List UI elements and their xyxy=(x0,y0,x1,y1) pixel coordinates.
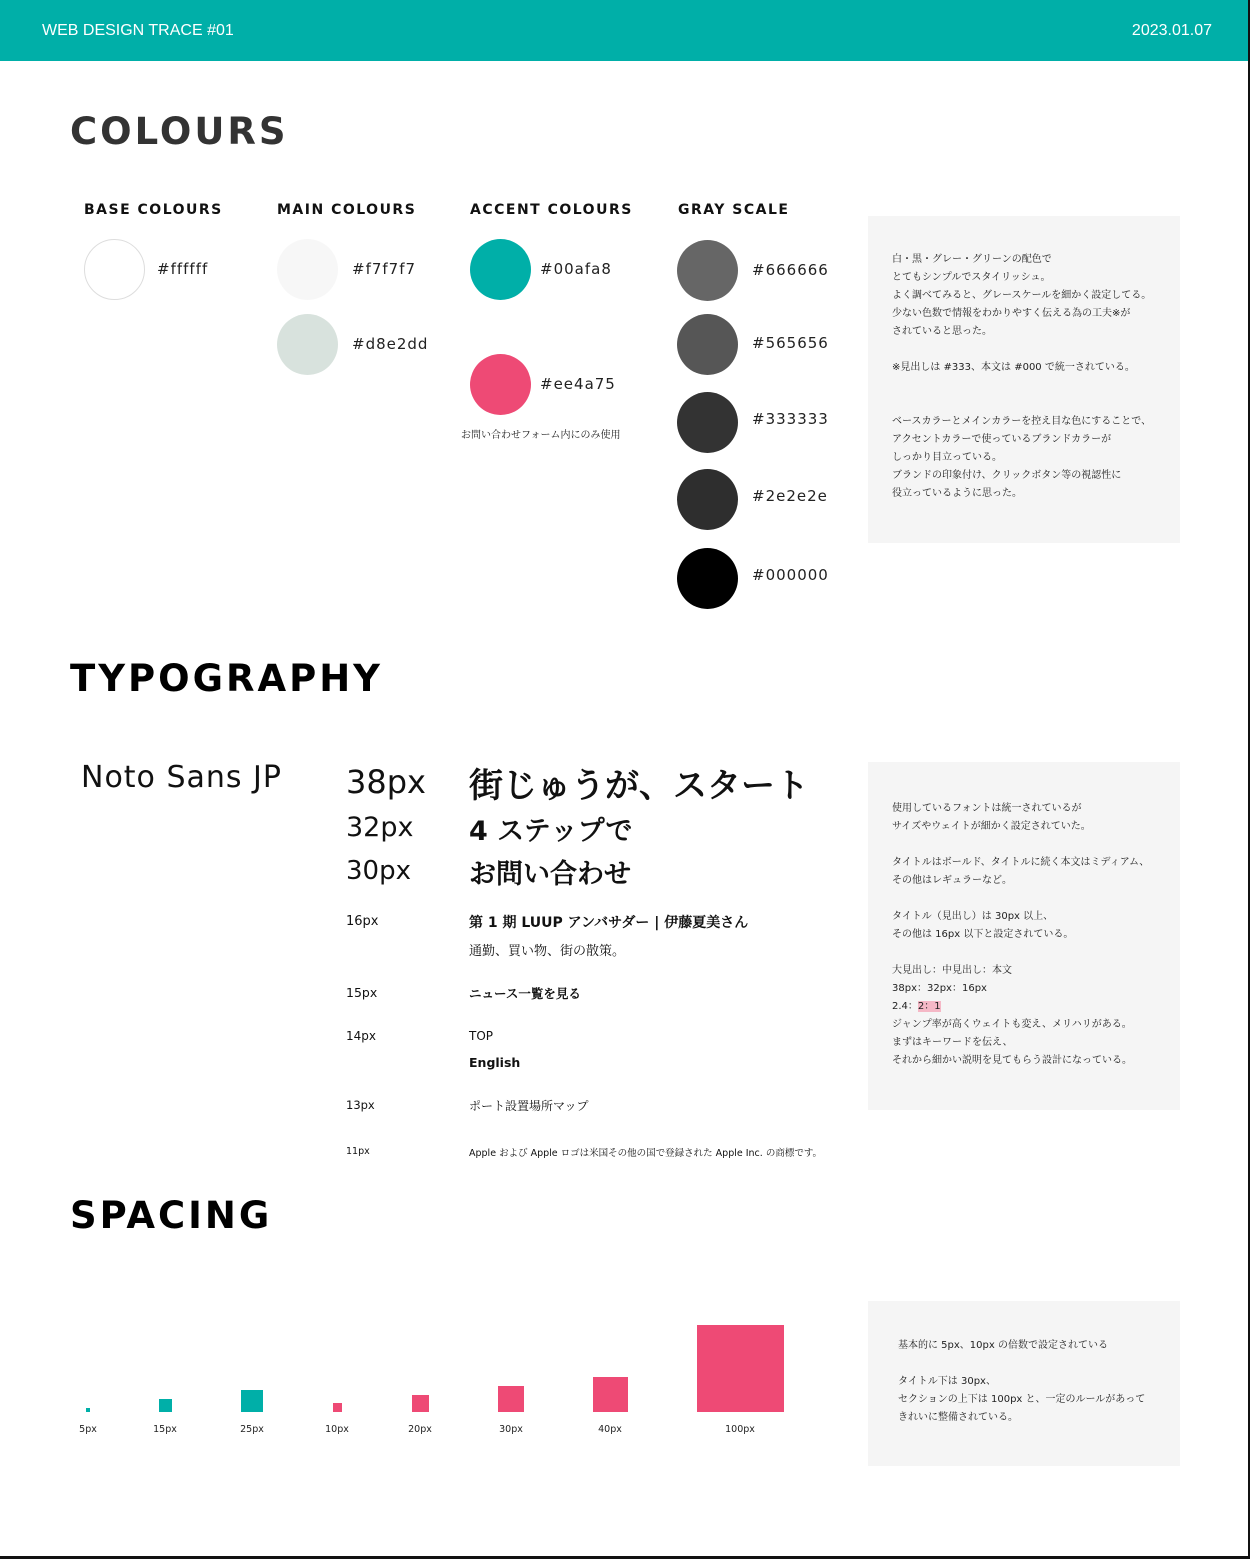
swatch-label: #2e2e2e xyxy=(752,487,828,505)
note-line: 使用しているフォントは統一されているが xyxy=(892,803,1082,814)
note-line: ブランドの印象付け、クリックボタン等の視認性に xyxy=(892,470,1122,481)
spacing-square-5px xyxy=(86,1408,90,1412)
spacing-label: 30px xyxy=(499,1424,523,1435)
note-line: アクセントカラーで使っているブランドカラーが xyxy=(892,434,1112,445)
note-line: 役立っているように思った。 xyxy=(892,488,1022,499)
note-line: タイトルはボールド、タイトルに続く本文はミディアム、 xyxy=(892,857,1150,868)
note-line: それから細かい説明を見てもらう設計になっている。 xyxy=(892,1055,1132,1066)
note-line: ジャンプ率が高くウェイトも変え、メリハリがある。 xyxy=(892,1019,1132,1030)
note-line: タイトル（見出し）は 30px 以上、 xyxy=(892,911,1054,922)
spacing-square-100px xyxy=(697,1325,784,1412)
swatch-main-f7f7f7 xyxy=(277,239,338,300)
note-line: セクションの上下は 100px と、一定のルールがあって xyxy=(898,1394,1146,1405)
swatch-label: #00afa8 xyxy=(540,260,612,278)
type-sample-16: 第 1 期 LUUP アンバサダー | 伊藤夏美さん xyxy=(469,915,749,931)
swatch-main-d8e2dd xyxy=(277,314,338,375)
type-size-label: 14px xyxy=(346,1029,376,1043)
spacing-square-40px xyxy=(593,1377,628,1412)
type-sample-11: Apple および Apple ロゴは米国その他の国で登録された Apple Inc. の商標です。 xyxy=(469,1148,823,1159)
gray-scale-title: GRAY SCALE xyxy=(678,202,790,218)
spacing-label: 10px xyxy=(325,1424,349,1435)
type-size-label: 32px xyxy=(346,812,414,843)
swatch-gray-666666 xyxy=(677,240,738,301)
type-sample-15: ニュース一覧を見る xyxy=(469,986,581,1001)
spacing-label: 40px xyxy=(598,1424,622,1435)
spacing-square-15px xyxy=(159,1399,172,1412)
spacing-label: 25px xyxy=(240,1424,264,1435)
spacing-square-25px xyxy=(241,1390,263,1412)
note-line: 少ない色数で情報をわかりやすく伝える為の工夫※が xyxy=(892,308,1131,319)
type-sample-32: 4 ステップで xyxy=(469,816,633,847)
header-bar xyxy=(0,0,1250,61)
header-date: 2023.01.07 xyxy=(1131,22,1212,39)
note-line: 38px：32px：16px xyxy=(892,983,987,994)
spacing-label: 20px xyxy=(408,1424,432,1435)
type-sample-30: お問い合わせ xyxy=(469,859,631,890)
spacing-square-20px xyxy=(412,1395,429,1412)
note-line: しっかり目立っている。 xyxy=(892,452,1002,463)
note-line: ※見出しは #333、本文は #000 で統一されている。 xyxy=(892,362,1135,373)
note-line: ベースカラーとメインカラーを控え目な色にすることで、 xyxy=(892,416,1152,427)
swatch-gray-565656 xyxy=(677,314,738,375)
swatch-gray-000000 xyxy=(677,548,738,609)
swatch-label: #f7f7f7 xyxy=(352,260,417,278)
typography-heading: TYPOGRAPHY xyxy=(70,657,383,700)
note-line: まずはキーワードを伝え、 xyxy=(892,1037,1013,1048)
swatch-base-ffffff xyxy=(84,239,145,300)
swatch-label: #ee4a75 xyxy=(540,375,616,393)
note-line: よく調べてみると、グレースケールを細かく設定してる。 xyxy=(892,290,1152,301)
header-title: WEB DESIGN TRACE #01 xyxy=(42,22,234,39)
note-line: 大見出し：中見出し：本文 xyxy=(892,965,1012,976)
note-line: その他は 16px 以下と設定されている。 xyxy=(892,929,1074,940)
swatch-label: #333333 xyxy=(752,410,829,428)
swatch-label: #ffffff xyxy=(157,260,209,278)
note-line: とてもシンプルでスタイリッシュ。 xyxy=(892,272,1051,283)
swatch-gray-333333 xyxy=(677,392,738,453)
spacing-square-30px xyxy=(498,1386,524,1412)
note-line: 基本的に 5px、10px の倍数で設定されている xyxy=(898,1340,1108,1351)
type-sample-14-bold: English xyxy=(469,1055,521,1070)
swatch-accent-00afa8 xyxy=(470,239,531,300)
note-line: サイズやウェイトが細かく設定されていた。 xyxy=(892,821,1091,832)
ratio-text: 2.4： xyxy=(892,1001,918,1012)
accent-colours-title: ACCENT COLOURS xyxy=(470,202,633,218)
note-line: 白・黒・グレー・グリーンの配色で xyxy=(892,254,1052,265)
note-line-ratio xyxy=(892,998,1180,1016)
spacing-label: 100px xyxy=(725,1424,755,1435)
type-sample-16-body: 通勤、買い物、街の散策。 xyxy=(469,944,626,959)
type-size-label: 11px xyxy=(346,1146,370,1157)
note-line: タイトル下は 30px、 xyxy=(898,1376,996,1387)
note-line: されていると思った。 xyxy=(892,326,992,337)
main-colours-title: MAIN COLOURS xyxy=(277,202,417,218)
spacing-heading: SPACING xyxy=(70,1194,273,1237)
typography-note-box xyxy=(868,762,1180,1110)
colours-heading: COLOURS xyxy=(70,110,289,153)
base-colours-title: BASE COLOURS xyxy=(84,202,223,218)
spacing-label: 5px xyxy=(79,1424,97,1435)
spacing-label: 15px xyxy=(153,1424,177,1435)
spacing-square-10px xyxy=(333,1403,342,1412)
swatch-gray-2e2e2e xyxy=(677,469,738,530)
type-size-label: 38px xyxy=(346,763,426,801)
font-name: Noto Sans JP xyxy=(81,760,282,795)
type-size-label: 16px xyxy=(346,914,379,929)
ratio-highlight: 2：1 xyxy=(917,1001,941,1012)
swatch-label: #666666 xyxy=(752,261,829,279)
spacing-note-box xyxy=(868,1301,1180,1466)
note-line: きれいに整備されている。 xyxy=(898,1412,1018,1423)
type-size-label: 15px xyxy=(346,985,378,1000)
type-sample-38: 街じゅうが、スタート xyxy=(469,766,809,806)
colours-note-box xyxy=(868,216,1180,543)
type-size-label: 30px xyxy=(346,856,411,886)
accent-usage-note: お問い合わせフォーム内にのみ使用 xyxy=(461,430,621,441)
note-line: その他はレギュラーなど。 xyxy=(892,875,1012,886)
swatch-label: #565656 xyxy=(752,334,829,352)
swatch-accent-ee4a75 xyxy=(470,354,531,415)
type-size-label: 13px xyxy=(346,1098,375,1112)
type-sample-13: ポート設置場所マップ xyxy=(469,1099,589,1113)
type-sample-14: TOP xyxy=(469,1029,494,1043)
swatch-label: #000000 xyxy=(752,566,829,584)
swatch-label: #d8e2dd xyxy=(352,335,429,353)
